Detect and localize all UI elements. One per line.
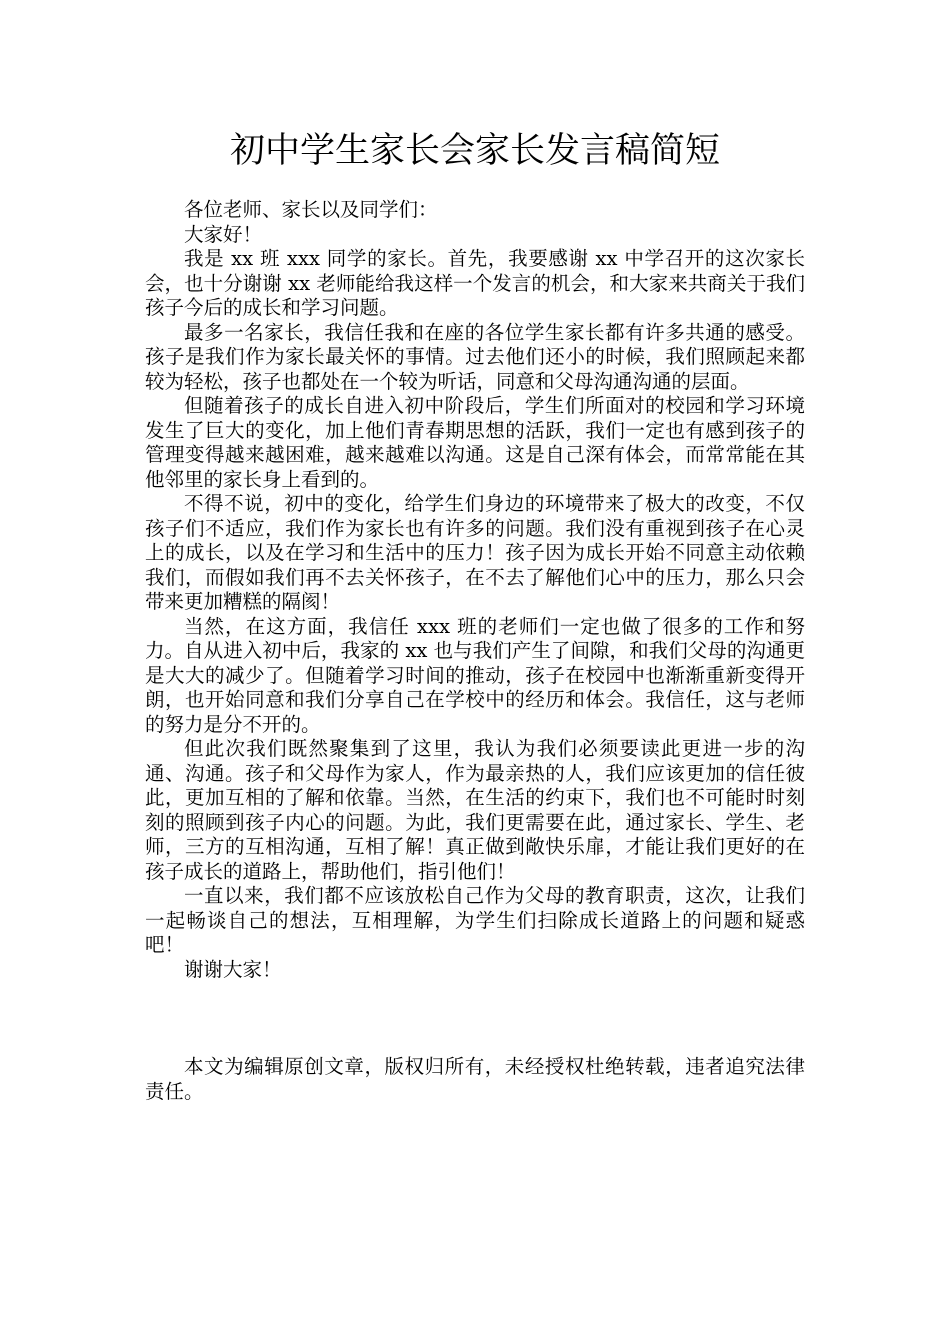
greeting: 大家好！ xyxy=(184,222,263,246)
paragraph: 但随着孩子的成长自进入初中阶段后，学生们所面对的校园和学习环境发生了巨大的变化，加上他们青春期思想的活跃，我们一定也有感到孩子的管理变得越来越困难，越来越难以沟通。这是自己深有体会，而常常能在其他邻里的家长身上看到的。 xyxy=(145,394,805,491)
document-page xyxy=(145,126,805,1104)
paragraph: 当然，在这方面，我信任 xxx 班的老师们一定也做了很多的工作和努力。自从进入初中后，我家的 xx 也与我们产生了间隙，和我们父母的沟通更是大大的减少了。但随着学习时间的推动，孩子在校园中也渐渐重新变得开朗，也开始同意和我们分享自己在学校中的经历和体会。我信任，这与老师的努力是分不开的。 xyxy=(145,614,805,736)
spacer xyxy=(145,982,805,1055)
paragraph: 一直以来，我们都不应该放松自己作为父母的教育职责，这次，让我们一起畅谈自己的想法，互相理解，为学生们扫除成长道路上的问题和疑惑吧！ xyxy=(145,884,805,956)
document-body xyxy=(145,198,805,1104)
paragraph: 最多一名家长，我信任我和在座的各位学生家长都有许多共通的感受。孩子是我们作为家长最关怀的事情。过去他们还小的时候，我们照顾起来都较为轻松，孩子也都处在一个较为听话，同意和父母沟通沟通的层面。 xyxy=(145,320,805,393)
closing-thanks: 谢谢大家！ xyxy=(184,957,282,981)
paragraph: 不得不说，初中的变化，给学生们身边的环境带来了极大的改变，不仅孩子们不适应，我们作为家长也有许多的问题。我们没有重视到孩子在心灵上的成长，以及在学习和生活中的压力！孩子因为成长开始不同意主动依赖我们，而假如我们再不去关怀孩子，在不去了解他们心中的压力，那么只会带来更加糟糕的隔阂！ xyxy=(145,492,805,613)
paragraph: 但此次我们既然聚集到了这里，我认为我们必须要读此更进一步的沟通、沟通。孩子和父母作为家人，作为最亲热的人，我们应该更加的信任彼此，更加互相的了解和依靠。当然，在生活的约束下，我们也不可能时时刻刻的照顾到孩子内心的问题。为此，我们更需要在此，通过家长、学生、老师，三方的互相沟通，互相了解！真正做到敞快乐扉，才能让我们更好的在孩子成长的道路上，帮助他们，指引他们！ xyxy=(145,737,805,883)
copyright-notice: 本文为编辑原创文章，版权归所有，未经授权杜绝转载，违者追究法律责任。 xyxy=(145,1055,805,1103)
document-title: 初中学生家长会家长发言稿简短 xyxy=(229,131,720,171)
paragraph-intro: 我是 xx 班 xxx 同学的家长。首先，我要感谢 xx 中学召开的这次家长会，也十分谢谢 xx 老师能给我这样一个发言的机会，和大家来共商关于我们孩子今后的成长和学习问题。 xyxy=(145,247,805,319)
salutation: 各位老师、家长以及同学们： xyxy=(184,198,438,221)
